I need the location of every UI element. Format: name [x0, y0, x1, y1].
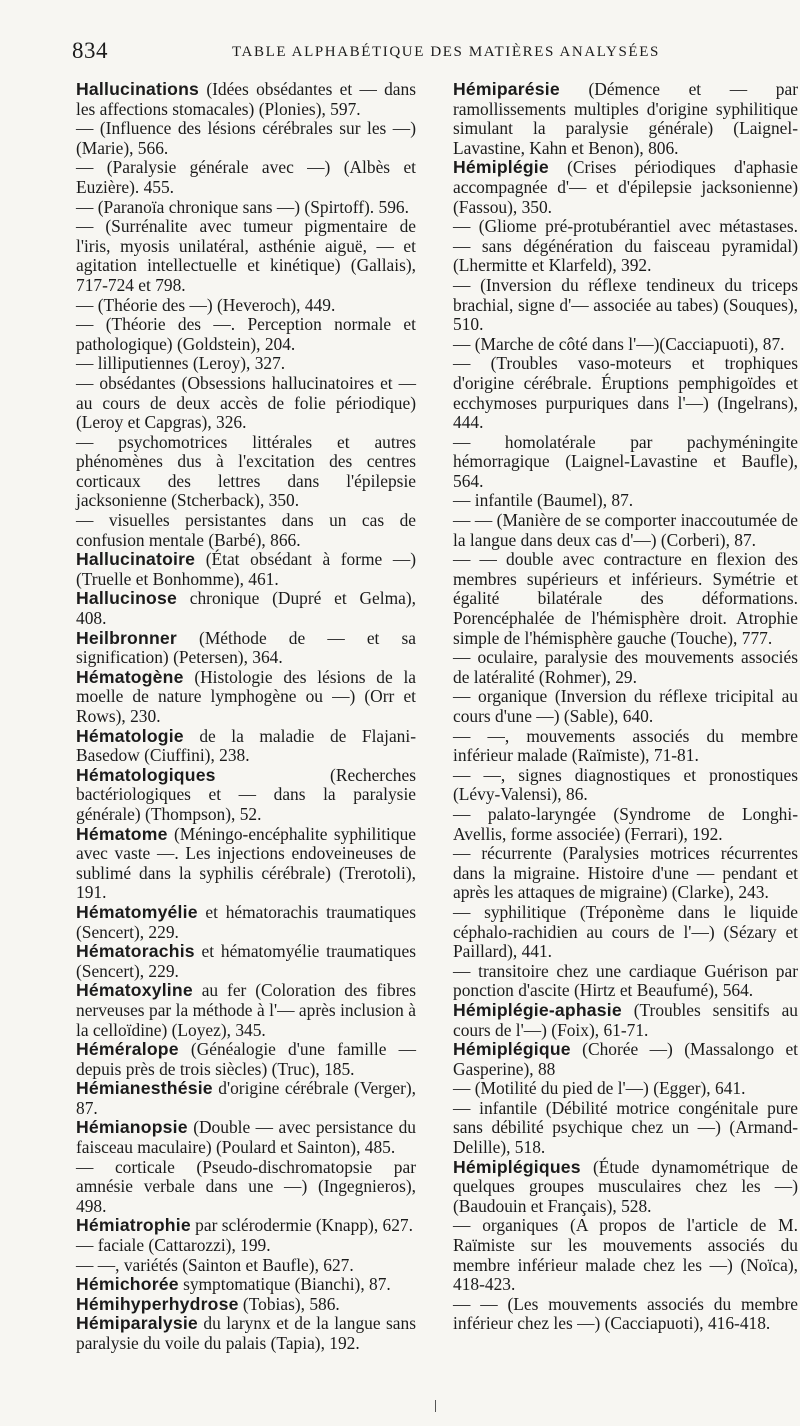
- entry-text: — syphilitique (Tréponème dans le liquide céphalo-rachidien au cours de l'—) (Sézary et Paillard), 441.: [453, 901, 798, 962]
- entry-heading: Hallucinatoire: [76, 549, 196, 570]
- entry-text: — organique (Inversion du réflexe tricipital au cours d'une —) (Sable), 640.: [453, 686, 798, 726]
- index-entry: [453, 962, 798, 1001]
- entry-heading: Heilbronner: [76, 627, 177, 648]
- entry-text: (Tobias), 586.: [238, 1293, 340, 1314]
- entry-text: (Démence et — par ramollissements multiples d'origine syphilitique simulant la paralysie générale) (Laignel-Lavastine, Kahn et Benon), 806.: [453, 79, 798, 158]
- entry-text: — — (Les mouvements associés du membre inférieur chez les —) (Cacciapuoti), 416-418.: [453, 1293, 798, 1334]
- index-entry: [76, 158, 416, 197]
- entry-text: (État obsédant à forme —) (Truelle et Bonhomme), 461.: [76, 549, 416, 589]
- entry-text: et hématorachis traumatiques (Sencert), 229.: [76, 901, 416, 942]
- entry-text: (Chorée —) (Massalongo et Gasperine), 88: [453, 1039, 798, 1079]
- entry-text: — (Inversion du réflexe tendineux du triceps brachial, signe d'— associée au tabes) (Souques), 510.: [453, 274, 798, 335]
- index-entry: [76, 1079, 416, 1118]
- index-entry: [453, 805, 798, 844]
- entry-heading: Hématome: [76, 823, 168, 844]
- entry-text: — lilliputiennes (Leroy), 327.: [76, 353, 286, 374]
- entry-heading: Hémiplégique: [453, 1039, 571, 1060]
- index-entry: [76, 1216, 416, 1236]
- index-entry: [76, 1314, 416, 1353]
- entry-heading: Hémiplégie-aphasie: [453, 999, 622, 1020]
- index-entry: [76, 1256, 416, 1276]
- entry-heading: Hémiplégie: [453, 157, 549, 178]
- index-entry: [76, 511, 416, 550]
- index-entry: [453, 844, 798, 903]
- index-entry: [76, 1236, 416, 1256]
- entry-text: — (Influence des lésions cérébrales sur les —) (Marie), 566.: [76, 118, 416, 158]
- index-column-left: [76, 80, 416, 1354]
- index-entry: [453, 687, 798, 726]
- entry-text: — corticale (Pseudo-dischromatopsie par amnésie verbale dans une —) (Ingegnieros), 498.: [76, 1156, 416, 1216]
- entry-text: — visuelles persistantes dans un cas de confusion mentale (Barbé), 866.: [76, 510, 416, 550]
- entry-text: — psychomotrices littérales et autres phénomènes dus à l'excitation des centres corticaux des lettres dans l'épilepsie jacksonienne (Stcherback), 350.: [76, 431, 416, 511]
- index-entry: [76, 315, 416, 354]
- entry-text: (Idées obsédantes et — dans les affections stomacales) (Plonies), 597.: [76, 79, 416, 119]
- entry-heading: Hématomyélie: [76, 901, 198, 922]
- entry-text: (Méningo-encéphalite syphilitique avec vaste —. Les injections endoveineuses de sublimé dans la syphilis cérébrale) (Trerotoli), 191.: [76, 823, 416, 903]
- entry-text: (Méthode de — et sa signification) (Petersen), 364.: [76, 627, 416, 668]
- entry-text: — (Paralysie générale avec —) (Albès et Euzière). 455.: [76, 157, 416, 197]
- entry-heading: Hémiatrophie: [76, 1215, 191, 1236]
- index-entry: [76, 766, 416, 825]
- index-entry: [453, 491, 798, 511]
- index-entry: [453, 1001, 798, 1040]
- index-entry: [76, 374, 416, 433]
- page-header: [72, 38, 772, 68]
- entry-heading: Hémichorée: [76, 1274, 179, 1295]
- index-entry: [453, 648, 798, 687]
- entry-text: — (Gliome pré-protubérantiel avec métastases. — sans dégénération du faisceau pyramidal) (Lhermitte et Klarfeld), 392.: [453, 216, 798, 276]
- index-entry: [76, 668, 416, 727]
- index-entry: [76, 433, 416, 511]
- entry-heading: Hémiparésie: [453, 79, 560, 99]
- index-entry: [453, 354, 798, 432]
- entry-text: (Troubles sensitifs au cours de l'—) (Foix), 61-71.: [453, 999, 798, 1040]
- entry-text: — —, variétés (Sainton et Baufle), 627.: [76, 1254, 354, 1275]
- entry-text: (Généalogie d'une famille — depuis près de trois siècles) (Truc), 185.: [76, 1039, 416, 1079]
- entry-text: de la maladie de Flajani-Basedow (Ciuffini), 238.: [76, 725, 416, 766]
- entry-text: (Double — avec persistance du faisceau maculaire) (Poulard et Sainton), 485.: [76, 1117, 416, 1158]
- entry-heading: Hémianesthésie: [76, 1078, 213, 1099]
- entry-heading: Hémiplégiques: [453, 1156, 581, 1177]
- index-entry: [76, 903, 416, 942]
- entry-text: par sclérodermie (Knapp), 627.: [190, 1215, 413, 1236]
- entry-text: — faciale (Cattarozzi), 199.: [76, 1235, 271, 1256]
- index-entry: [453, 1079, 798, 1099]
- index-entry: [76, 825, 416, 903]
- entry-text: — —, mouvements associés du membre inférieur malade (Raïmiste), 71-81.: [453, 725, 798, 766]
- entry-heading: Hémihyperhydrose: [76, 1293, 239, 1314]
- index-entry: [453, 1295, 798, 1334]
- index-entry: [453, 1158, 798, 1217]
- entry-heading: Hématologiques: [76, 764, 216, 785]
- entry-text: — oculaire, paralysie des mouvements associés de latéralité (Rohmer), 29.: [453, 647, 798, 687]
- entry-text: — infantile (Baumel), 87.: [453, 490, 634, 511]
- entry-text: — — (Manière de se comporter inaccoutumée de la langue dans deux cas d'—) (Corberi), 87.: [453, 510, 798, 550]
- entry-text: — — double avec contracture en flexion des membres supérieurs et inférieurs. Symétrie et égalité bilatérale des déformations. Porencéphalée de l'hémisphère droit. Atrophie simple de l'hémisphère gauche (Touche), 777.: [453, 549, 798, 648]
- entry-heading: Hématoxyline: [76, 980, 193, 1001]
- entry-text: (Histologie des lésions de la moelle de nature lymphogène ou —) (Orr et Rows), 230.: [76, 666, 416, 726]
- entry-text: — (Surrénalite avec tumeur pigmentaire de l'iris, myosis unilatéral, asthénie aiguë, — et agitation intellectuelle et kinétique) (Gallais), 717-724 et 798.: [76, 216, 416, 295]
- entry-heading: Hémiparalysie: [76, 1313, 198, 1334]
- index-entry: [453, 276, 798, 335]
- index-entry: [453, 550, 798, 648]
- index-entry: [453, 903, 798, 962]
- running-title: TABLE ALPHABÉTIQUE DES MATIÈRES ANALYSÉES: [232, 44, 660, 60]
- entry-text: — (Théorie des —. Perception normale et pathologique) (Goldstein), 204.: [76, 314, 416, 354]
- entry-heading: Hématorachis: [76, 941, 195, 962]
- index-column-right: [453, 80, 798, 1334]
- index-entry: [453, 1216, 798, 1294]
- entry-text: (Étude dynamométrique de quelques groupes musculaires chez les —) (Baudouin et Français), 528.: [453, 1156, 798, 1216]
- entry-text: — (Paranoïa chronique sans —) (Spirtoff). 596.: [76, 196, 409, 217]
- index-entry: [76, 198, 416, 218]
- entry-heading: Hématologie: [76, 725, 184, 746]
- entry-text: symptomatique (Bianchi), 87.: [178, 1274, 391, 1295]
- index-entry: [453, 727, 798, 766]
- entry-text: d'origine cérébrale (Verger), 87.: [76, 1078, 416, 1118]
- index-entry: [76, 981, 416, 1040]
- index-entry: [76, 1158, 416, 1217]
- index-entry: [76, 727, 416, 766]
- index-entry: [76, 217, 416, 295]
- index-entry: [453, 511, 798, 550]
- entry-text: (Crises périodiques d'aphasie accompagnée d'— et d'épilepsie jacksonienne) (Fassou), 350.: [453, 157, 798, 217]
- entry-text: — (Marche de côté dans l'—)(Cacciapuoti), 87.: [453, 333, 785, 354]
- index-entry: [453, 1099, 798, 1158]
- page-number: 834: [72, 38, 108, 63]
- index-entry: [453, 158, 798, 217]
- entry-text: — homolatérale par pachyméningite hémorragique (Laignel-Lavastine et Baufle), 564.: [453, 431, 798, 491]
- entry-heading: Hématogène: [76, 666, 184, 687]
- entry-text: — (Troubles vaso-moteurs et trophiques d'origine cérébrale. Éruptions pemphigoïdes et ecchymoses purpuriques dans l'—) (Ingelrans), 444.: [453, 353, 798, 433]
- entry-text: — transitoire chez une cardiaque Guérison par ponction d'ascite (Hirtz et Beaufumé), 564.: [453, 960, 798, 1001]
- column-tick: [435, 1400, 436, 1412]
- index-entry: [76, 296, 416, 316]
- entry-heading: Hallucinations: [76, 79, 200, 99]
- index-entry: [76, 1118, 416, 1157]
- entry-heading: Hémianopsie: [76, 1117, 188, 1138]
- entry-text: — récurrente (Paralysies motrices récurrentes dans la migraine. Histoire d'une — pendant et après les attaques de migraine) (Clarke), 243.: [453, 843, 798, 903]
- index-entry: [76, 119, 416, 158]
- index-entry: [76, 942, 416, 981]
- index-entry: [453, 433, 798, 492]
- index-entry: [76, 354, 416, 374]
- entry-text: — infantile (Débilité motrice congénitale pure sans débilité psychique chez un —) (Armand-Delille), 518.: [453, 1097, 798, 1158]
- entry-text: — —, signes diagnostiques et pronostiques (Lévy-Valensi), 86.: [453, 764, 798, 805]
- index-entry: [76, 629, 416, 668]
- index-entry: [76, 589, 416, 628]
- index-entry: [76, 80, 416, 119]
- index-entry: [453, 80, 798, 158]
- index-entry: [76, 1275, 416, 1295]
- entry-text: — obsédantes (Obsessions hallucinatoires et — au cours de deux accès de folie périodique) (Leroy et Capgras), 326.: [76, 372, 416, 433]
- index-entry: [76, 1040, 416, 1079]
- entry-text: — (Théorie des —) (Heveroch), 449.: [76, 294, 336, 315]
- entry-text: au fer (Coloration des fibres nerveuses par la méthode à l'— après inclusion à la celloïdine) (Loyez), 345.: [76, 980, 416, 1040]
- entry-heading: Héméralope: [76, 1039, 179, 1060]
- index-entry: [453, 217, 798, 276]
- entry-text: — (Motilité du pied de l'—) (Egger), 641.: [453, 1078, 746, 1099]
- entry-text: — organiques (A propos de l'article de M. Raïmiste sur les mouvements associés du membre inférieur malade chez les —) (Noïca), 418-423.: [453, 1215, 798, 1295]
- index-entry: [453, 766, 798, 805]
- entry-text: et hématomyélie traumatiques (Sencert), 229.: [76, 941, 416, 981]
- index-entry: [76, 550, 416, 589]
- entry-text: — palato-laryngée (Syndrome de Longhi-Avellis, forme associée) (Ferrari), 192.: [453, 803, 798, 844]
- entry-heading: Hallucinose: [76, 588, 177, 609]
- index-entry: [76, 1295, 416, 1315]
- entry-text: chronique (Dupré et Gelma), 408.: [76, 588, 416, 629]
- index-entry: [453, 1040, 798, 1079]
- entry-text: du larynx et de la langue sans paralysie du voile du palais (Tapia), 192.: [76, 1313, 416, 1353]
- entry-text: (Recherches bactériologiques et — dans la paralysie générale) (Thompson), 52.: [76, 764, 416, 824]
- index-entry: [453, 335, 798, 355]
